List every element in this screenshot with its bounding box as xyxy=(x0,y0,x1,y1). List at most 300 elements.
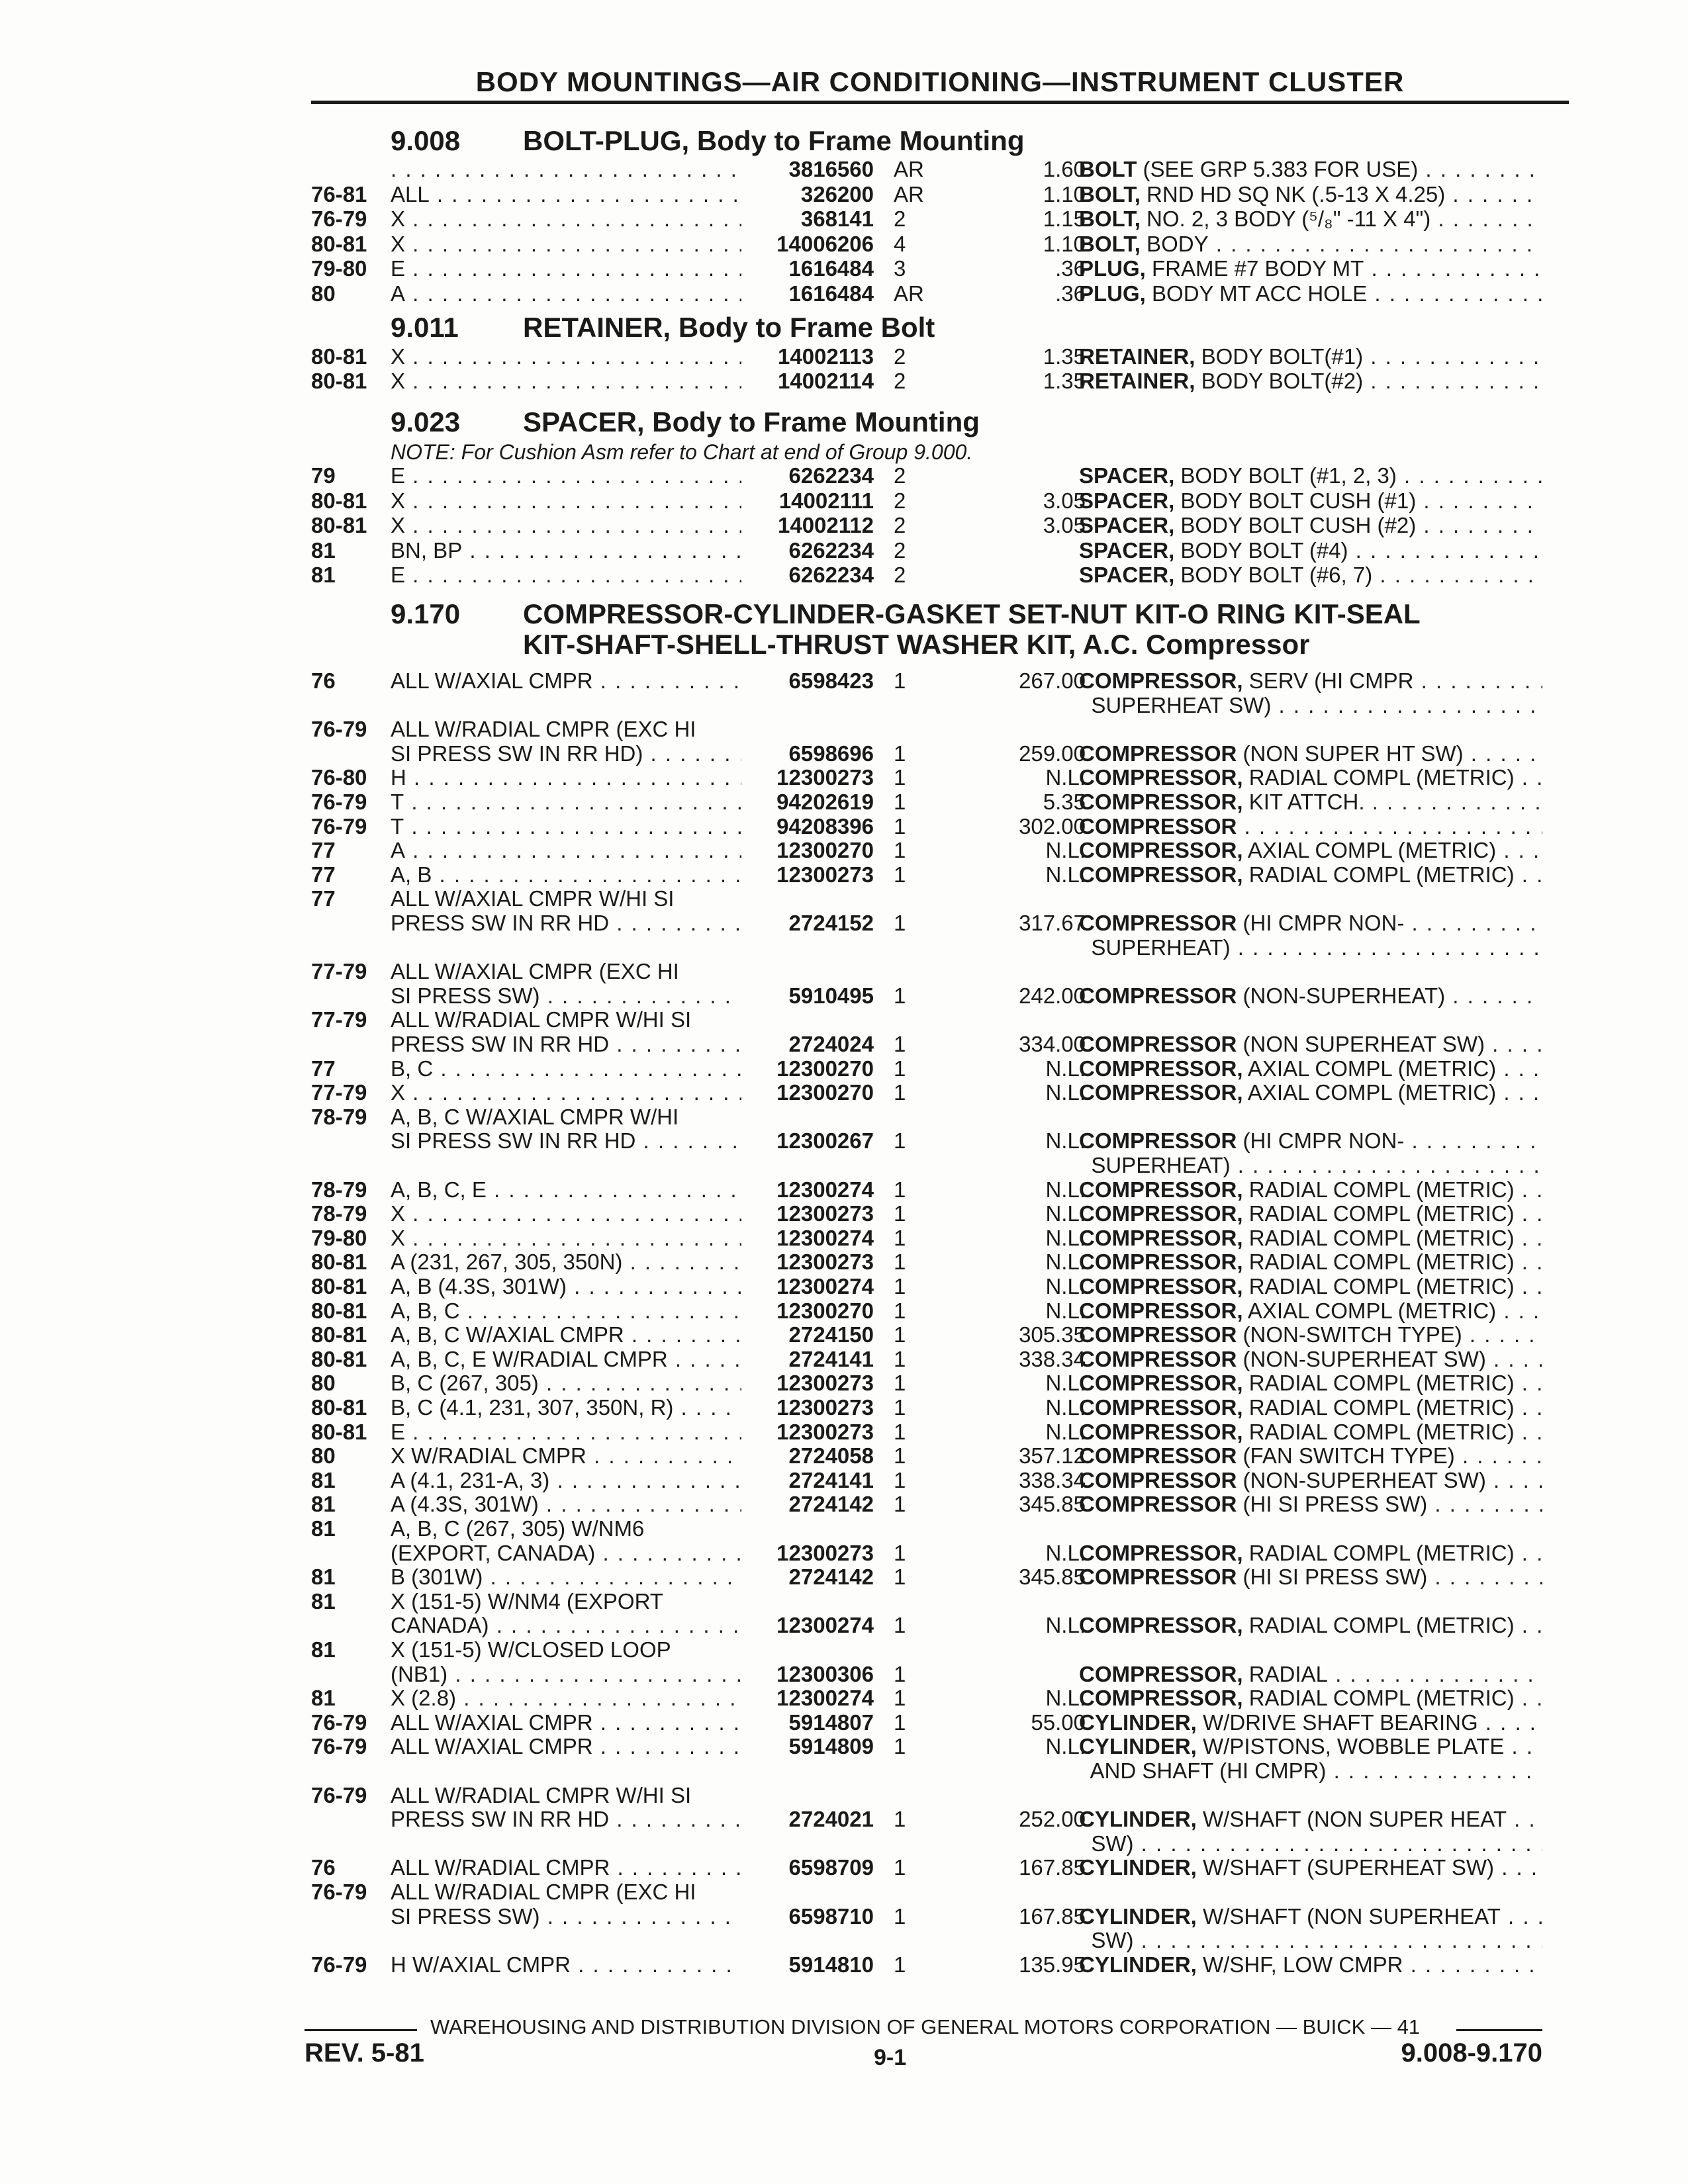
part-description xyxy=(1079,1686,1542,1711)
part-description xyxy=(1079,463,1542,488)
table-row xyxy=(0,1420,1688,1445)
price: 167.85 xyxy=(1019,1903,1086,1929)
price: .36 xyxy=(1055,281,1086,306)
price: 334.00 xyxy=(1019,1032,1086,1056)
part-detail: (FAN SWITCH TYPE) xyxy=(1237,1443,1455,1469)
price: 305.35 xyxy=(1019,1322,1086,1347)
part-number: 1616484 xyxy=(788,256,874,281)
section-title: BOLT-PLUG, Body to Frame Mounting xyxy=(523,125,1025,156)
table-row xyxy=(0,814,1688,839)
part-name: COMPRESSOR, xyxy=(1079,790,1243,814)
price: 3.05 xyxy=(1043,488,1086,513)
part-detail: RADIAL xyxy=(1243,1661,1328,1686)
part-number: 12300273 xyxy=(776,765,874,790)
part-name: SPACER, xyxy=(1079,488,1175,513)
table-row xyxy=(0,1080,1688,1105)
part-detail: BODY BOLT (#1, 2, 3) xyxy=(1174,463,1397,488)
application: E . . . xyxy=(391,463,741,488)
table-row xyxy=(0,1105,1688,1130)
part-number: 5914809 xyxy=(788,1734,874,1759)
application: B (301W) . . . xyxy=(391,1565,741,1590)
part-detail: RADIAL COMPL (METRIC) xyxy=(1243,1613,1515,1638)
part-detail: RADIAL COMPL (METRIC) xyxy=(1243,1225,1515,1250)
part-detail: RADIAL COMPL (METRIC) xyxy=(1243,1419,1515,1444)
part-description xyxy=(1079,1492,1542,1517)
application: A, B, C W/AXIAL CMPR . . . xyxy=(391,1322,741,1347)
table-row xyxy=(0,1880,1688,1905)
table-row xyxy=(0,1395,1688,1420)
table-row xyxy=(0,1298,1688,1324)
part-description xyxy=(1079,1541,1542,1566)
model-year: 76-79 xyxy=(311,813,367,839)
price: 338.34 xyxy=(1019,1467,1086,1492)
quantity: 1 xyxy=(894,1613,906,1638)
part-number: 94202619 xyxy=(776,790,874,814)
part-detail: (HI SI PRESS SW) xyxy=(1237,1565,1428,1590)
part-description xyxy=(1079,1420,1542,1445)
quantity: 2 xyxy=(894,488,906,513)
part-name: COMPRESSOR, xyxy=(1079,838,1243,863)
price: N.L. xyxy=(1045,1201,1086,1226)
part-description xyxy=(1079,157,1542,182)
table-row xyxy=(0,1347,1688,1372)
part-description xyxy=(1079,1710,1542,1735)
footer-page-number: 9-1 xyxy=(874,2045,907,2070)
price: 1.10 xyxy=(1043,231,1086,256)
part-description xyxy=(1079,1662,1542,1687)
application: X W/RADIAL CMPR . . . xyxy=(391,1443,741,1469)
model-year: 76-79 xyxy=(311,206,367,231)
price: 135.95 xyxy=(1019,1952,1086,1977)
part-name: COMPRESSOR, xyxy=(1079,1661,1243,1686)
application: A, B, C . . . xyxy=(391,1298,741,1324)
part-name: CYLINDER, xyxy=(1079,1734,1197,1759)
table-row xyxy=(0,513,1688,538)
model-year: 77-79 xyxy=(311,1080,367,1105)
part-description xyxy=(1079,1274,1542,1299)
table-row xyxy=(0,344,1688,369)
table-row xyxy=(0,790,1688,815)
footer-publisher: WAREHOUSING AND DISTRIBUTION DIVISION OF GENERAL MOTORS CORPORATION — BUICK — 41 xyxy=(430,2015,1421,2038)
application: CANADA) . . . xyxy=(391,1613,741,1638)
price: 338.34 xyxy=(1019,1346,1086,1371)
table-row xyxy=(0,1565,1688,1590)
application: B, C (267, 305) . . . xyxy=(391,1371,741,1396)
part-name: BOLT, xyxy=(1079,206,1141,231)
price: 242.00 xyxy=(1019,983,1086,1008)
part-detail: BODY BOLT (#6, 7) xyxy=(1174,563,1373,587)
section-note: NOTE: For Cushion Asm refer to Chart at end of Group 9.000. xyxy=(391,440,973,464)
quantity: 1 xyxy=(894,1467,906,1492)
part-description xyxy=(1079,488,1542,514)
application: SI PRESS SW) . . . xyxy=(391,983,741,1009)
table-row xyxy=(0,1007,1688,1032)
application: X . . . xyxy=(391,206,741,232)
section-number: 9.011 xyxy=(391,312,459,343)
part-description xyxy=(1079,1250,1542,1275)
application: PRESS SW IN RR HD . . . xyxy=(391,1032,741,1057)
part-description xyxy=(1079,1177,1542,1203)
part-description xyxy=(1079,1298,1542,1324)
model-year: 78-79 xyxy=(311,1177,367,1202)
table-row xyxy=(0,281,1688,306)
table-row xyxy=(0,1056,1688,1081)
part-name: COMPRESSOR, xyxy=(1079,1225,1243,1250)
quantity: 1 xyxy=(894,741,906,766)
table-row xyxy=(0,1783,1688,1808)
part-name: COMPRESSOR xyxy=(1079,983,1237,1008)
quantity: 1 xyxy=(894,1855,906,1880)
part-detail: BODY BOLT CUSH (#1) xyxy=(1174,488,1417,513)
model-year: 79-80 xyxy=(311,1225,367,1250)
table-row xyxy=(0,1758,1688,1784)
section-number: 9.023 xyxy=(391,406,461,437)
quantity: 1 xyxy=(894,1686,906,1711)
table-row xyxy=(0,741,1688,766)
table-row xyxy=(0,157,1688,182)
part-name: CYLINDER, xyxy=(1079,1952,1197,1977)
quantity: 1 xyxy=(894,1177,906,1202)
part-detail: AXIAL COMPL (METRIC) xyxy=(1243,1080,1497,1105)
application: T . . . xyxy=(391,790,741,815)
part-detail: RND HD SQ NK (.5-13 X 4.25) xyxy=(1140,181,1446,206)
table-row xyxy=(0,256,1688,281)
price: N.L. xyxy=(1045,838,1086,863)
model-year: 80 xyxy=(311,281,336,306)
table-row xyxy=(0,1662,1688,1687)
table-row xyxy=(0,862,1688,887)
model-year: 81 xyxy=(311,1637,336,1662)
price: N.L. xyxy=(1045,1128,1086,1154)
part-detail: RADIAL COMPL (METRIC) xyxy=(1243,862,1515,887)
part-name: COMPRESSOR xyxy=(1079,1322,1237,1347)
part-number: 2724141 xyxy=(788,1467,874,1492)
model-year: 80-81 xyxy=(311,369,367,393)
quantity: 1 xyxy=(894,911,906,935)
application: H . . . xyxy=(391,765,741,790)
quantity: 1 xyxy=(894,1201,906,1226)
part-name: COMPRESSOR xyxy=(1079,813,1237,839)
table-row xyxy=(0,1904,1688,1929)
part-description xyxy=(1079,935,1542,960)
model-year: 76 xyxy=(311,668,336,693)
application: B, C . . . xyxy=(391,1056,741,1081)
application: A, B, C W/AXIAL CMPR W/HI xyxy=(391,1104,679,1129)
part-number: 14002111 xyxy=(778,488,874,513)
table-row xyxy=(0,1177,1688,1203)
application: (EXPORT, CANADA) . . . xyxy=(391,1541,741,1566)
table-row xyxy=(0,983,1688,1009)
part-description xyxy=(1079,1322,1542,1347)
model-year: 76-79 xyxy=(311,717,367,742)
part-detail: RADIAL COMPL (METRIC) xyxy=(1243,1250,1515,1275)
part-number: 12300274 xyxy=(776,1613,874,1638)
part-description xyxy=(1079,182,1542,207)
part-detail: BODY BOLT (#4) xyxy=(1174,537,1348,563)
application: B, C (4.1, 231, 307, 350N, R) . . . xyxy=(391,1395,741,1420)
table-row xyxy=(0,1032,1688,1057)
part-description xyxy=(1079,1565,1542,1590)
part-name: SPACER, xyxy=(1079,463,1175,488)
part-name: COMPRESSOR, xyxy=(1079,1201,1243,1226)
quantity: AR xyxy=(894,281,924,306)
part-description xyxy=(1079,369,1542,394)
model-year: 81 xyxy=(311,1516,336,1541)
part-detail: AXIAL COMPL (METRIC) xyxy=(1243,1056,1497,1081)
part-description xyxy=(1079,344,1542,369)
price: N.L. xyxy=(1045,1274,1086,1298)
part-detail: (HI CMPR NON- xyxy=(1237,1128,1405,1154)
price: N.L. xyxy=(1045,1177,1086,1202)
application: X . . . xyxy=(391,369,741,394)
model-year: 79 xyxy=(311,463,336,488)
part-number: 326200 xyxy=(800,181,874,206)
part-description xyxy=(1079,1347,1542,1372)
part-name: COMPRESSOR, xyxy=(1079,1177,1243,1202)
part-description xyxy=(1079,1443,1542,1469)
part-name: COMPRESSOR, xyxy=(1079,668,1243,693)
part-detail: BODY BOLT(#2) xyxy=(1195,369,1364,393)
application: A, B, C, E W/RADIAL CMPR . . . xyxy=(391,1347,741,1372)
price: N.L. xyxy=(1045,1056,1086,1081)
table-row xyxy=(0,765,1688,790)
part-detail: (SEE GRP 5.383 FOR USE) xyxy=(1137,157,1419,181)
price: 357.12 xyxy=(1019,1443,1086,1469)
model-year: 81 xyxy=(311,537,336,563)
table-row xyxy=(0,538,1688,563)
model-year: 76-79 xyxy=(311,1782,367,1807)
quantity: 1 xyxy=(894,1952,906,1977)
part-number: 12300273 xyxy=(776,1250,874,1275)
part-number: 12300273 xyxy=(776,862,874,887)
quantity: 1 xyxy=(894,1274,906,1298)
part-number: 6262234 xyxy=(788,537,874,563)
price: 252.00 xyxy=(1019,1807,1086,1832)
application: A (4.1, 231-A, 3) . . . xyxy=(391,1468,741,1493)
table-row xyxy=(0,1710,1688,1735)
part-number: 6598710 xyxy=(788,1903,874,1929)
part-description xyxy=(1079,256,1542,281)
part-detail: AXIAL COMPL (METRIC) xyxy=(1243,1298,1497,1323)
part-detail: W/SHAFT (NON SUPERHEAT xyxy=(1196,1903,1501,1929)
part-number: 12300274 xyxy=(776,1274,874,1298)
part-description xyxy=(1079,513,1542,538)
application: SI PRESS SW IN RR HD . . . xyxy=(391,1128,741,1154)
price: 5.35 xyxy=(1043,790,1086,814)
quantity: 1 xyxy=(894,790,906,814)
model-year: 81 xyxy=(311,563,336,587)
quantity: 1 xyxy=(894,765,906,790)
quantity: 1 xyxy=(894,1903,906,1929)
part-name: COMPRESSOR xyxy=(1079,1128,1237,1154)
part-number: 2724142 xyxy=(788,1492,874,1517)
quantity: 1 xyxy=(894,1056,906,1081)
part-name: COMPRESSOR, xyxy=(1079,1540,1243,1565)
model-year: 81 xyxy=(311,1492,336,1517)
part-description xyxy=(1079,232,1542,257)
table-row xyxy=(0,1637,1688,1662)
part-detail: BODY MT ACC HOLE xyxy=(1145,281,1368,306)
part-number: 6262234 xyxy=(788,463,874,488)
model-year: 76-80 xyxy=(311,765,367,790)
part-number: 12300273 xyxy=(776,1371,874,1396)
part-description xyxy=(1079,1395,1542,1420)
model-year: 80-81 xyxy=(311,1250,367,1275)
part-description xyxy=(1079,1807,1542,1832)
header-rule xyxy=(311,101,1569,104)
quantity: 1 xyxy=(894,1032,906,1056)
section-title: RETAINER, Body to Frame Bolt xyxy=(523,312,935,343)
part-name: COMPRESSOR, xyxy=(1079,1250,1243,1275)
model-year: 77 xyxy=(311,862,336,887)
model-year: 80-81 xyxy=(311,344,367,369)
price: 345.85 xyxy=(1019,1492,1086,1517)
price: N.L. xyxy=(1045,1686,1086,1711)
table-row xyxy=(0,1807,1688,1832)
model-year: 78-79 xyxy=(311,1104,367,1129)
part-name: CYLINDER, xyxy=(1079,1855,1197,1880)
section-title: COMPRESSOR-CYLINDER-GASKET SET-NUT KIT-O RING KIT-SEAL KIT-SHAFT-SHELL-THRUST WASHER KIT, A.C. Compressor xyxy=(523,598,1421,660)
table-row xyxy=(0,693,1688,718)
part-description xyxy=(1079,911,1542,936)
model-year: 80-81 xyxy=(311,513,367,537)
part-detail: (HI CMPR NON- xyxy=(1237,911,1405,935)
part-number: 14006206 xyxy=(776,231,874,256)
table-row xyxy=(0,1613,1688,1638)
quantity: 2 xyxy=(894,563,906,587)
part-name: COMPRESSOR xyxy=(1079,1443,1237,1469)
part-number: 12300270 xyxy=(776,1298,874,1323)
application: ALL W/AXIAL CMPR W/HI SI xyxy=(391,886,675,911)
price: N.L. xyxy=(1045,1225,1086,1250)
application: A, B (4.3S, 301W) . . . xyxy=(391,1274,741,1299)
footer-group-range: 9.008-9.170 xyxy=(1401,2038,1542,2068)
application: ALL . . . xyxy=(391,182,741,207)
application: X . . . xyxy=(391,488,741,514)
price: 3.05 xyxy=(1043,513,1086,537)
model-year: 76-79 xyxy=(311,790,367,814)
price: N.L. xyxy=(1045,1298,1086,1323)
application: X . . . xyxy=(391,513,741,538)
part-description xyxy=(1079,206,1542,232)
application: X . . . xyxy=(391,1201,741,1226)
quantity: 1 xyxy=(894,813,906,839)
application: ALL W/RADIAL CMPR . . . xyxy=(391,1855,741,1880)
part-name: BOLT xyxy=(1079,157,1137,181)
part-description xyxy=(1079,765,1542,790)
part-number: 2724058 xyxy=(788,1443,874,1469)
part-name: COMPRESSOR xyxy=(1079,911,1237,935)
table-row xyxy=(0,232,1688,257)
part-number: 5914807 xyxy=(788,1709,874,1735)
model-year: 80 xyxy=(311,1443,336,1469)
table-row xyxy=(0,838,1688,863)
table-row xyxy=(0,1734,1688,1759)
table-row xyxy=(0,717,1688,742)
part-detail: (NON-SUPERHEAT SW) xyxy=(1237,1467,1486,1492)
quantity: 1 xyxy=(894,1395,906,1420)
quantity: 3 xyxy=(894,256,906,281)
part-number: 14002112 xyxy=(777,513,874,537)
quantity: 1 xyxy=(894,1080,906,1105)
part-name: SPACER, xyxy=(1079,513,1175,537)
part-description xyxy=(1079,838,1542,863)
price: N.L. xyxy=(1045,1419,1086,1444)
table-row xyxy=(0,1443,1688,1469)
quantity: 1 xyxy=(894,1346,906,1371)
part-name: RETAINER, xyxy=(1079,344,1196,369)
part-detail: RADIAL COMPL (METRIC) xyxy=(1243,1371,1515,1396)
table-row xyxy=(0,911,1688,936)
table-row xyxy=(0,1516,1688,1541)
part-number: 2724152 xyxy=(788,911,874,935)
part-number: 6598709 xyxy=(788,1855,874,1880)
quantity: 2 xyxy=(894,537,906,563)
part-detail: KIT ATTCH. xyxy=(1243,790,1365,814)
model-year: 76-81 xyxy=(311,181,367,206)
part-detail: RADIAL COMPL (METRIC) xyxy=(1243,1686,1515,1711)
part-detail: SUPERHEAT) xyxy=(1079,1153,1231,1177)
part-number: 12300306 xyxy=(776,1661,874,1686)
model-year: 76-79 xyxy=(311,1709,367,1735)
application: A (4.3S, 301W) . . . xyxy=(391,1492,741,1517)
price: N.L. xyxy=(1045,1080,1086,1105)
quantity: 4 xyxy=(894,231,906,256)
part-detail: BODY BOLT CUSH (#2) xyxy=(1174,513,1417,537)
part-name: COMPRESSOR xyxy=(1079,1467,1237,1492)
part-name: COMPRESSOR, xyxy=(1079,1371,1243,1396)
part-name: PLUG, xyxy=(1079,281,1146,306)
part-description xyxy=(1079,1613,1542,1638)
footer-rule-left xyxy=(305,2029,417,2031)
model-year: 76-79 xyxy=(311,1952,367,1977)
price: 1.60 xyxy=(1043,157,1086,181)
table-row xyxy=(0,1589,1688,1614)
part-name: COMPRESSOR, xyxy=(1079,1274,1243,1298)
part-description xyxy=(1079,1468,1542,1493)
part-description xyxy=(1079,1201,1542,1226)
footer-revision: REV. 5-81 xyxy=(305,2038,424,2068)
part-description xyxy=(1079,1153,1542,1178)
application: X . . . xyxy=(391,1226,741,1251)
table-row xyxy=(0,668,1688,694)
part-number: 6598696 xyxy=(788,741,874,766)
table-row xyxy=(0,1831,1688,1856)
part-name: BOLT, xyxy=(1079,231,1141,256)
table-row xyxy=(0,1226,1688,1251)
part-number: 3816560 xyxy=(788,157,874,181)
model-year: 81 xyxy=(311,1467,336,1492)
price: 1.35 xyxy=(1043,344,1086,369)
model-year: 81 xyxy=(311,1588,336,1614)
application: (NB1) . . . xyxy=(391,1662,741,1687)
model-year: 80-81 xyxy=(311,1274,367,1298)
part-name: PLUG, xyxy=(1079,256,1146,281)
part-name: CYLINDER, xyxy=(1079,1709,1197,1735)
part-number: 14002113 xyxy=(777,344,874,369)
price: 302.00 xyxy=(1019,813,1086,839)
part-description xyxy=(1079,862,1542,887)
model-year: 77-79 xyxy=(311,959,367,984)
part-name: CYLINDER, xyxy=(1079,1807,1197,1832)
part-name: COMPRESSOR xyxy=(1079,1032,1237,1056)
footer-rule-right xyxy=(1456,2029,1542,2031)
table-row xyxy=(0,1322,1688,1347)
part-name: COMPRESSOR, xyxy=(1079,1056,1243,1081)
application: X . . . xyxy=(391,1080,741,1105)
part-number: 12300273 xyxy=(776,1419,874,1444)
part-detail: SERV (HI CMPR xyxy=(1243,668,1414,693)
